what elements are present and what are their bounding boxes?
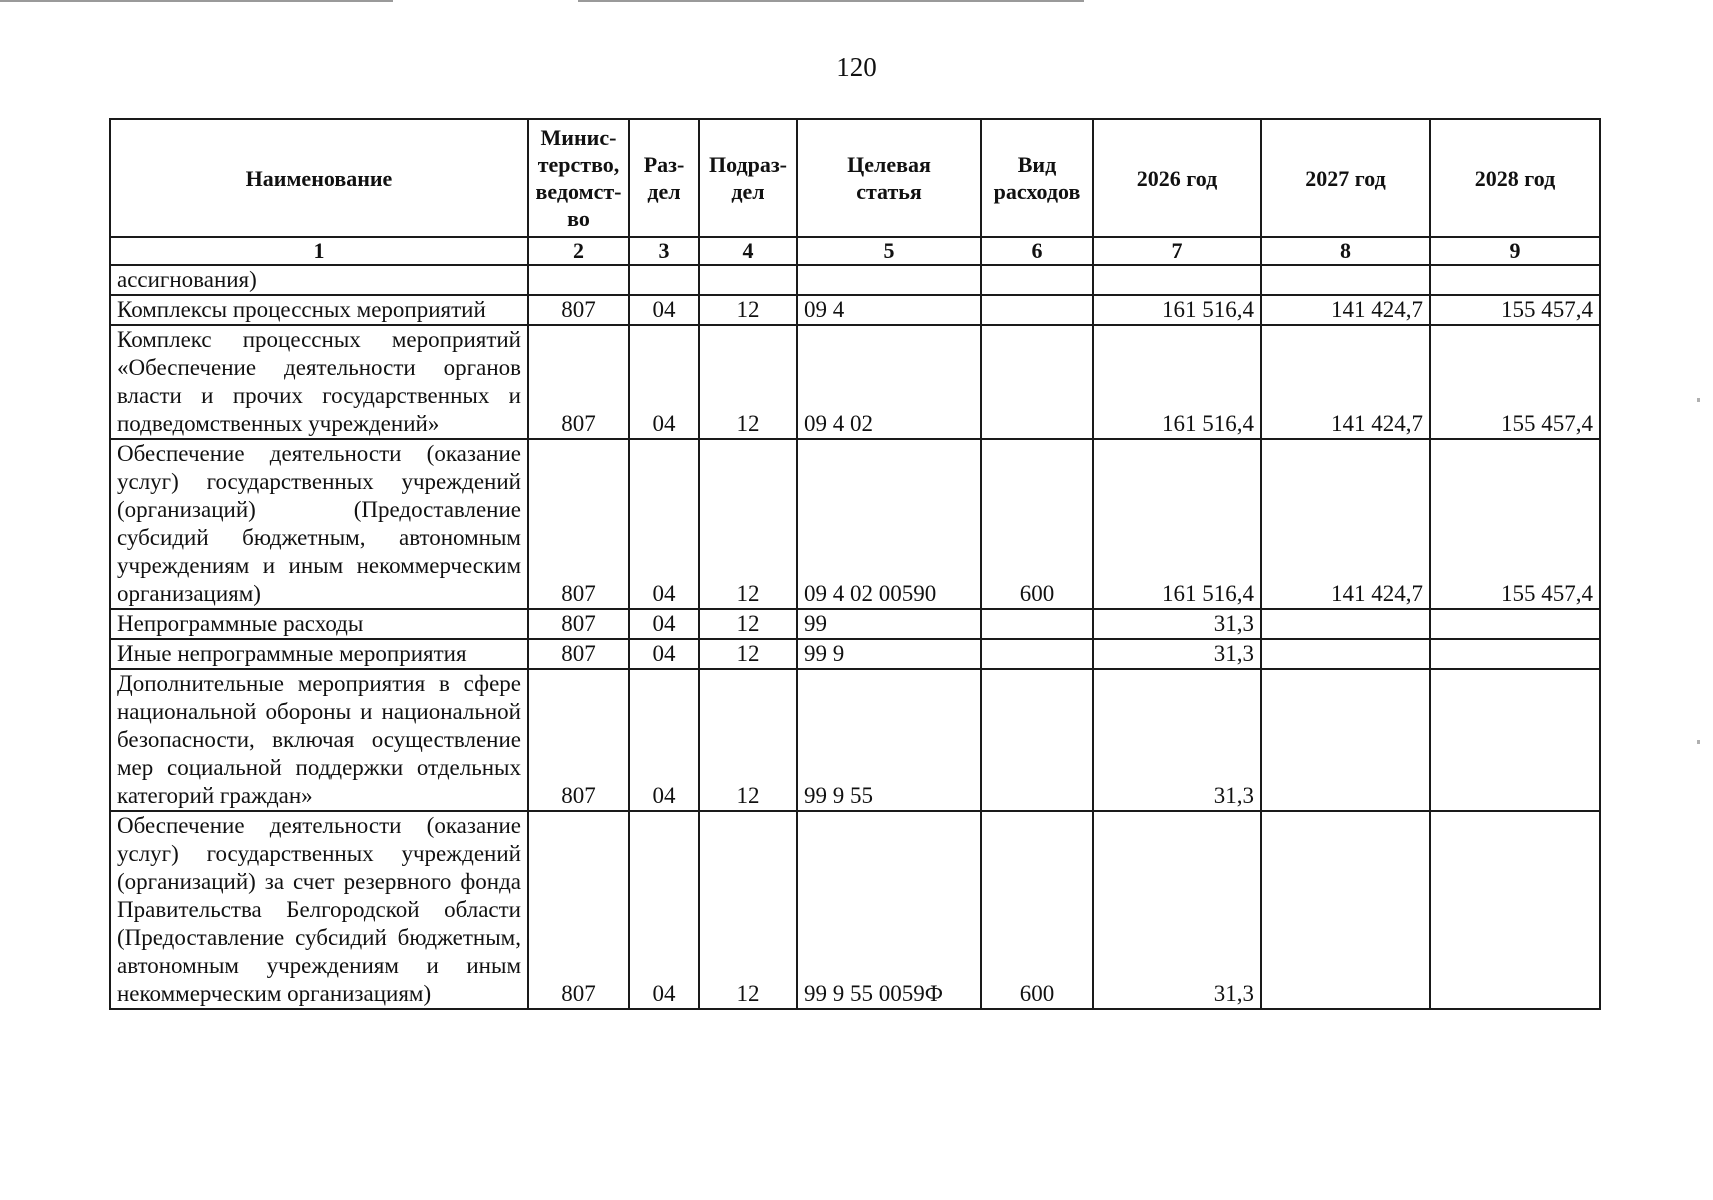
column-number: 6 — [981, 237, 1093, 265]
row-ministry: 807 — [528, 811, 629, 1009]
row-2026: 161 516,4 — [1093, 439, 1261, 609]
table-row — [110, 669, 1600, 811]
header-expense-type — [981, 119, 1093, 237]
row-target: 99 — [797, 609, 981, 639]
row-razdel — [629, 265, 699, 295]
table-row — [110, 325, 1600, 439]
row-2027 — [1261, 609, 1430, 639]
row-razdel: 04 — [629, 639, 699, 669]
table-row — [110, 265, 1600, 295]
row-2026 — [1093, 265, 1261, 295]
row-expense-type — [981, 325, 1093, 439]
row-ministry: 807 — [528, 295, 629, 325]
row-razdel: 04 — [629, 295, 699, 325]
row-ministry: 807 — [528, 669, 629, 811]
scan-speck — [1697, 740, 1700, 744]
row-podrazdel: 12 — [699, 295, 797, 325]
header-ministry — [528, 119, 629, 237]
row-2027 — [1261, 669, 1430, 811]
scan-speck — [1697, 398, 1700, 402]
row-podrazdel: 12 — [699, 669, 797, 811]
row-target: 99 9 — [797, 639, 981, 669]
header-ministry-line: Минис- — [540, 125, 617, 150]
row-ministry: 807 — [528, 439, 629, 609]
page-number: 120 — [836, 52, 877, 82]
row-target: 09 4 02 00590 — [797, 439, 981, 609]
row-2028 — [1430, 639, 1600, 669]
row-podrazdel: 12 — [699, 639, 797, 669]
row-2028: 155 457,4 — [1430, 295, 1600, 325]
row-razdel: 04 — [629, 325, 699, 439]
header-razdel-line: Раз- — [643, 152, 685, 177]
column-number: 7 — [1093, 237, 1261, 265]
table-row — [110, 811, 1600, 1009]
table-row — [110, 439, 1600, 609]
row-2028 — [1430, 609, 1600, 639]
row-target: 99 9 55 — [797, 669, 981, 811]
header-podrazdel — [699, 119, 797, 237]
row-name: Обеспечение деятельности (оказание услуг) государственных учреждений (организаций) за счет резервного фонда Правительства Белгородской области (Предоставление субсидий бюджетным, автономным учреждениям и иным некоммерческим организациям) — [110, 811, 528, 1009]
row-name: Дополнительные мероприятия в сфере национальной обороны и национальной безопасности, включая осуществление мер социальной поддержки отдельных категорий граждан» — [110, 669, 528, 811]
header-row — [110, 119, 1600, 237]
row-name: Иные непрограммные мероприятия — [110, 639, 528, 669]
column-number: 8 — [1261, 237, 1430, 265]
header-2026: 2026 год — [1093, 119, 1261, 237]
row-2027 — [1261, 265, 1430, 295]
header-target — [797, 119, 981, 237]
row-expense-type — [981, 295, 1093, 325]
row-2026: 161 516,4 — [1093, 325, 1261, 439]
row-2026: 31,3 — [1093, 639, 1261, 669]
row-ministry: 807 — [528, 609, 629, 639]
row-2027 — [1261, 811, 1430, 1009]
row-2028: 155 457,4 — [1430, 325, 1600, 439]
row-expense-type — [981, 669, 1093, 811]
row-2027: 141 424,7 — [1261, 439, 1430, 609]
row-name: Обеспечение деятельности (оказание услуг) государственных учреждений (организаций) (Предоставление субсидий бюджетным, автономным учреждениям и иным некоммерческим организациям) — [110, 439, 528, 609]
column-number: 1 — [110, 237, 528, 265]
row-razdel: 04 — [629, 669, 699, 811]
row-2028 — [1430, 265, 1600, 295]
row-podrazdel — [699, 265, 797, 295]
row-expense-type: 600 — [981, 439, 1093, 609]
header-target-line: статья — [856, 179, 922, 204]
row-podrazdel: 12 — [699, 439, 797, 609]
header-ministry-line: терство, — [537, 152, 620, 177]
row-razdel: 04 — [629, 609, 699, 639]
budget-table — [109, 118, 1601, 1010]
row-2028: 155 457,4 — [1430, 439, 1600, 609]
row-razdel: 04 — [629, 439, 699, 609]
header-podrazdel-line: Подраз- — [708, 152, 787, 177]
header-name: Наименование — [110, 119, 528, 237]
row-2027 — [1261, 639, 1430, 669]
column-number-row — [110, 237, 1600, 265]
row-2027: 141 424,7 — [1261, 295, 1430, 325]
table-row — [110, 295, 1600, 325]
header-ministry-line: во — [567, 206, 590, 231]
row-podrazdel: 12 — [699, 811, 797, 1009]
header-2028: 2028 год — [1430, 119, 1600, 237]
header-expense-type-line: расходов — [993, 179, 1081, 204]
row-target: 99 9 55 0059Ф — [797, 811, 981, 1009]
row-target: 09 4 02 — [797, 325, 981, 439]
row-2028 — [1430, 811, 1600, 1009]
row-target — [797, 265, 981, 295]
column-number: 9 — [1430, 237, 1600, 265]
row-ministry — [528, 265, 629, 295]
header-razdel — [629, 119, 699, 237]
header-2027: 2027 год — [1261, 119, 1430, 237]
row-2027: 141 424,7 — [1261, 325, 1430, 439]
column-number: 3 — [629, 237, 699, 265]
row-2026: 31,3 — [1093, 811, 1261, 1009]
row-name: Непрограммные расходы — [110, 609, 528, 639]
row-name: ассигнования) — [110, 265, 528, 295]
row-expense-type — [981, 639, 1093, 669]
row-expense-type — [981, 609, 1093, 639]
scan-artifact-line — [578, 0, 1084, 2]
row-podrazdel: 12 — [699, 325, 797, 439]
column-number: 2 — [528, 237, 629, 265]
row-expense-type: 600 — [981, 811, 1093, 1009]
row-2026: 31,3 — [1093, 669, 1261, 811]
row-name: Комплекс процессных мероприятий «Обеспечение деятельности органов власти и прочих государственных и подведомственных учреждений» — [110, 325, 528, 439]
header-expense-type-line: Вид — [1017, 152, 1057, 177]
column-number: 4 — [699, 237, 797, 265]
row-razdel: 04 — [629, 811, 699, 1009]
row-2026: 31,3 — [1093, 609, 1261, 639]
table-row — [110, 639, 1600, 669]
row-expense-type — [981, 265, 1093, 295]
scan-artifact-line — [0, 0, 393, 2]
row-2028 — [1430, 669, 1600, 811]
row-target: 09 4 — [797, 295, 981, 325]
header-target-line: Целевая — [847, 152, 931, 177]
row-ministry: 807 — [528, 325, 629, 439]
row-podrazdel: 12 — [699, 609, 797, 639]
row-2026: 161 516,4 — [1093, 295, 1261, 325]
column-number: 5 — [797, 237, 981, 265]
table-row — [110, 609, 1600, 639]
row-ministry: 807 — [528, 639, 629, 669]
row-name: Комплексы процессных мероприятий — [110, 295, 528, 325]
header-ministry-line: ведомст- — [535, 179, 622, 204]
header-razdel-line: дел — [647, 179, 681, 204]
header-podrazdel-line: дел — [731, 179, 765, 204]
